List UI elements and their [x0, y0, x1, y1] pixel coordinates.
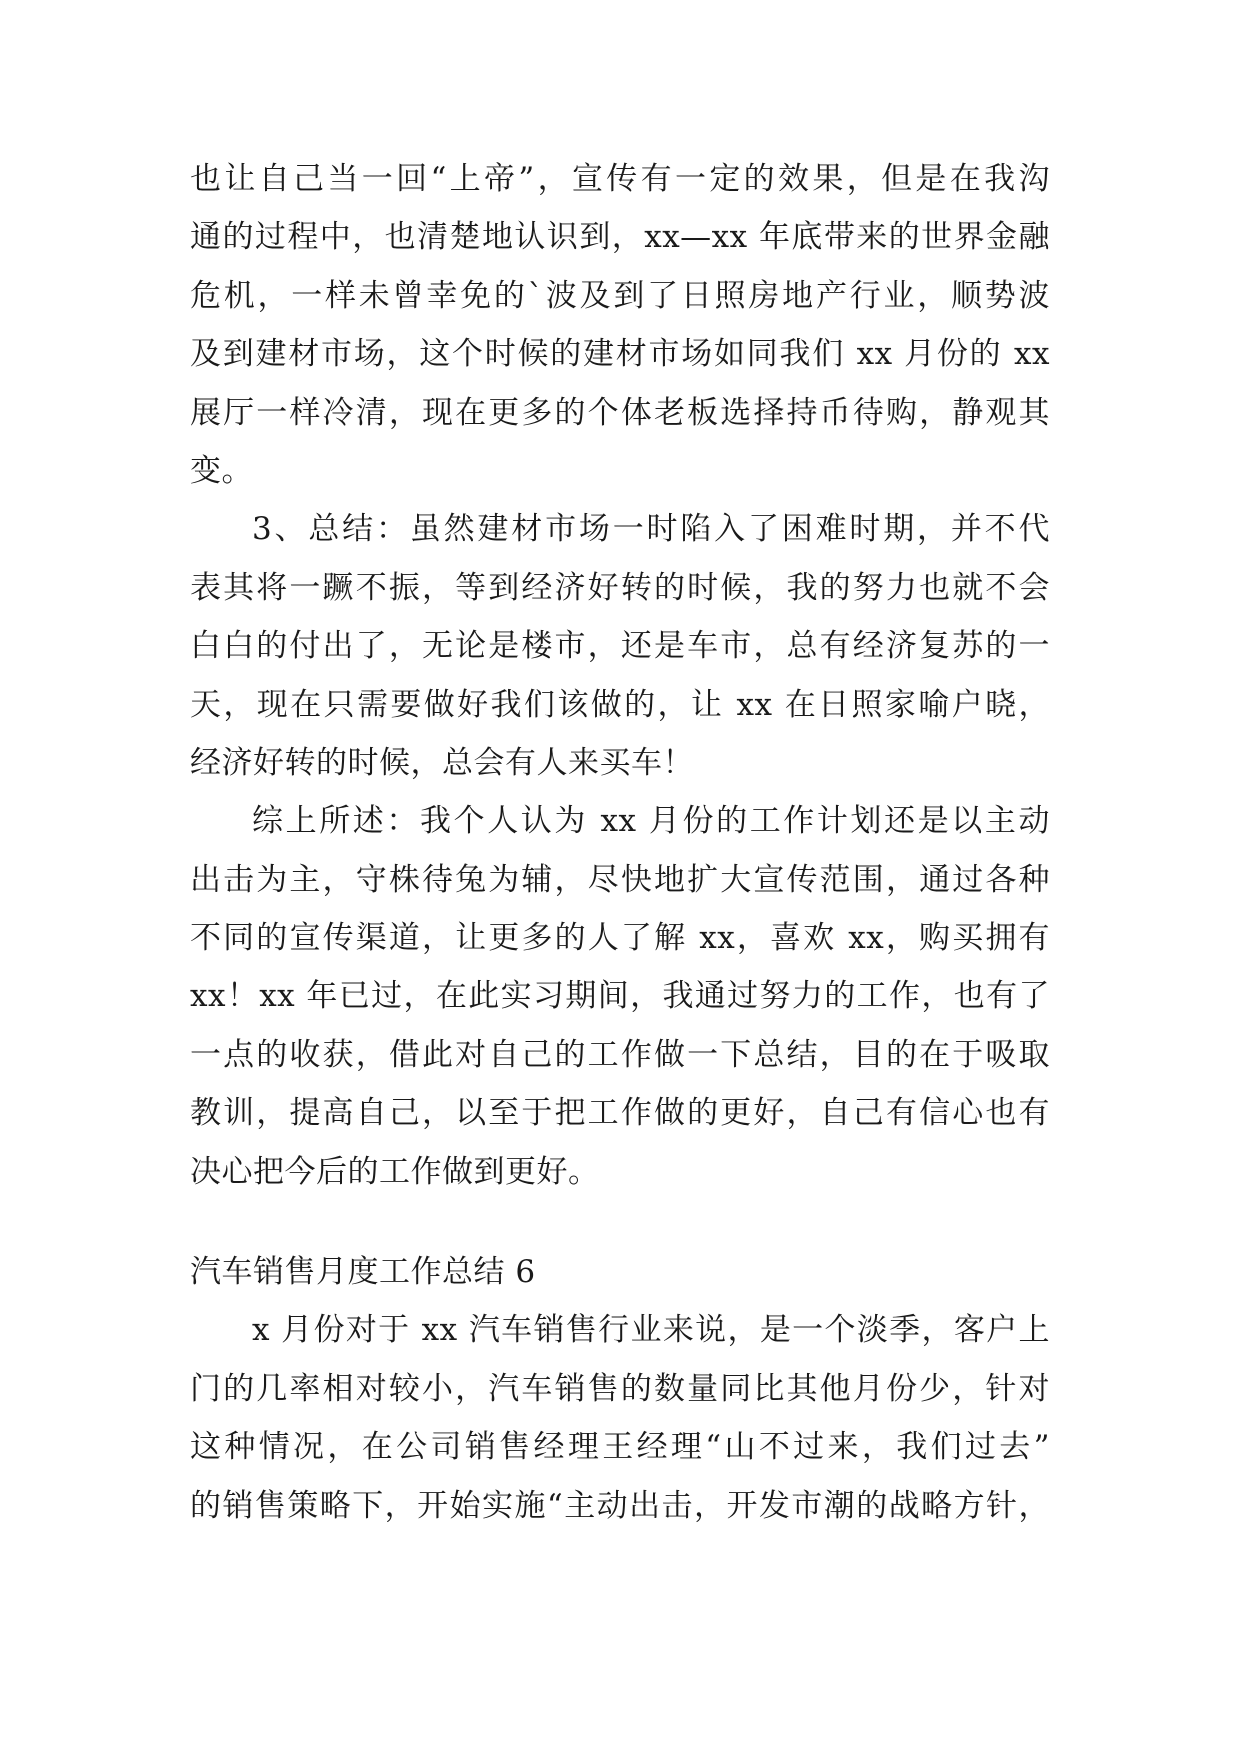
text-line: 也让自己当一回“上帝”，宣传有一定的效果，但是在我沟 — [190, 161, 1050, 197]
document-body — [190, 150, 1050, 1535]
section-heading: 汽车销售月度工作总结 6 — [190, 1254, 536, 1291]
paragraph-section-6-intro — [190, 1301, 1050, 1535]
text-line: 展厅一样冷清，现在更多的个体老板选择持币待购，静观其 — [190, 394, 1050, 431]
text-line: 这种情况，在公司销售经理王经理“山不过来，我们过去” — [190, 1429, 1050, 1466]
text-line: 出击为主，守株待兔为辅，尽快地扩大宣传范围，通过各种 — [190, 861, 1050, 898]
spacer — [190, 1201, 1050, 1243]
paragraph-conclusion — [190, 792, 1050, 1201]
text-line: 白白的付出了，无论是楼市，还是车市，总有经济复苏的一 — [190, 628, 1050, 665]
text-line: 教训，提高自己，以至于把工作做的更好，自己有信心也有 — [190, 1095, 1050, 1132]
text-line: 通的过程中，也清楚地认识到，xx—xx 年底带来的世界金融 — [190, 219, 1050, 256]
text-line: 经济好转的时候，总会有人来买车！ — [190, 744, 694, 781]
text-line: 的销售策略下，开始实施“主动出击，开发市潮的战略方针， — [190, 1487, 1050, 1524]
paragraph-summary-3 — [190, 500, 1050, 792]
text-line: 不同的宣传渠道，让更多的人了解 xx，喜欢 xx，购买拥有 — [190, 920, 1050, 957]
text-line: xx！xx 年已过，在此实习期间，我通过努力的工作，也有了 — [190, 978, 1050, 1015]
paragraph-market-impact — [190, 150, 1050, 500]
text-line: 综上所述：我个人认为 xx 月份的工作计划还是以主动 — [252, 803, 1050, 840]
text-line: 危机，一样未曾幸免的`波及到了日照房地产行业，顺势波 — [190, 277, 1050, 314]
text-line: 变。 — [190, 452, 253, 489]
text-line: 决心把今后的工作做到更好。 — [190, 1153, 600, 1190]
text-line: 门的几率相对较小，汽车销售的数量同比其他月份少，针对 — [190, 1370, 1050, 1407]
text-line: 一点的收获，借此对自己的工作做一下总结，目的在于吸取 — [190, 1036, 1050, 1073]
text-line: 3、总结：虽然建材市场一时陷入了困难时期，并不代 — [252, 511, 1050, 548]
text-line: 表其将一蹶不振，等到经济好转的时候，我的努力也就不会 — [190, 569, 1050, 606]
text-line: 天，现在只需要做好我们该做的，让 xx 在日照家喻户晓， — [190, 686, 1050, 723]
text-line: x 月份对于 xx 汽车销售行业来说，是一个淡季，客户上 — [252, 1312, 1050, 1349]
text-line: 及到建材市场，这个时候的建材市场如同我们 xx 月份的 xx — [190, 336, 1050, 373]
